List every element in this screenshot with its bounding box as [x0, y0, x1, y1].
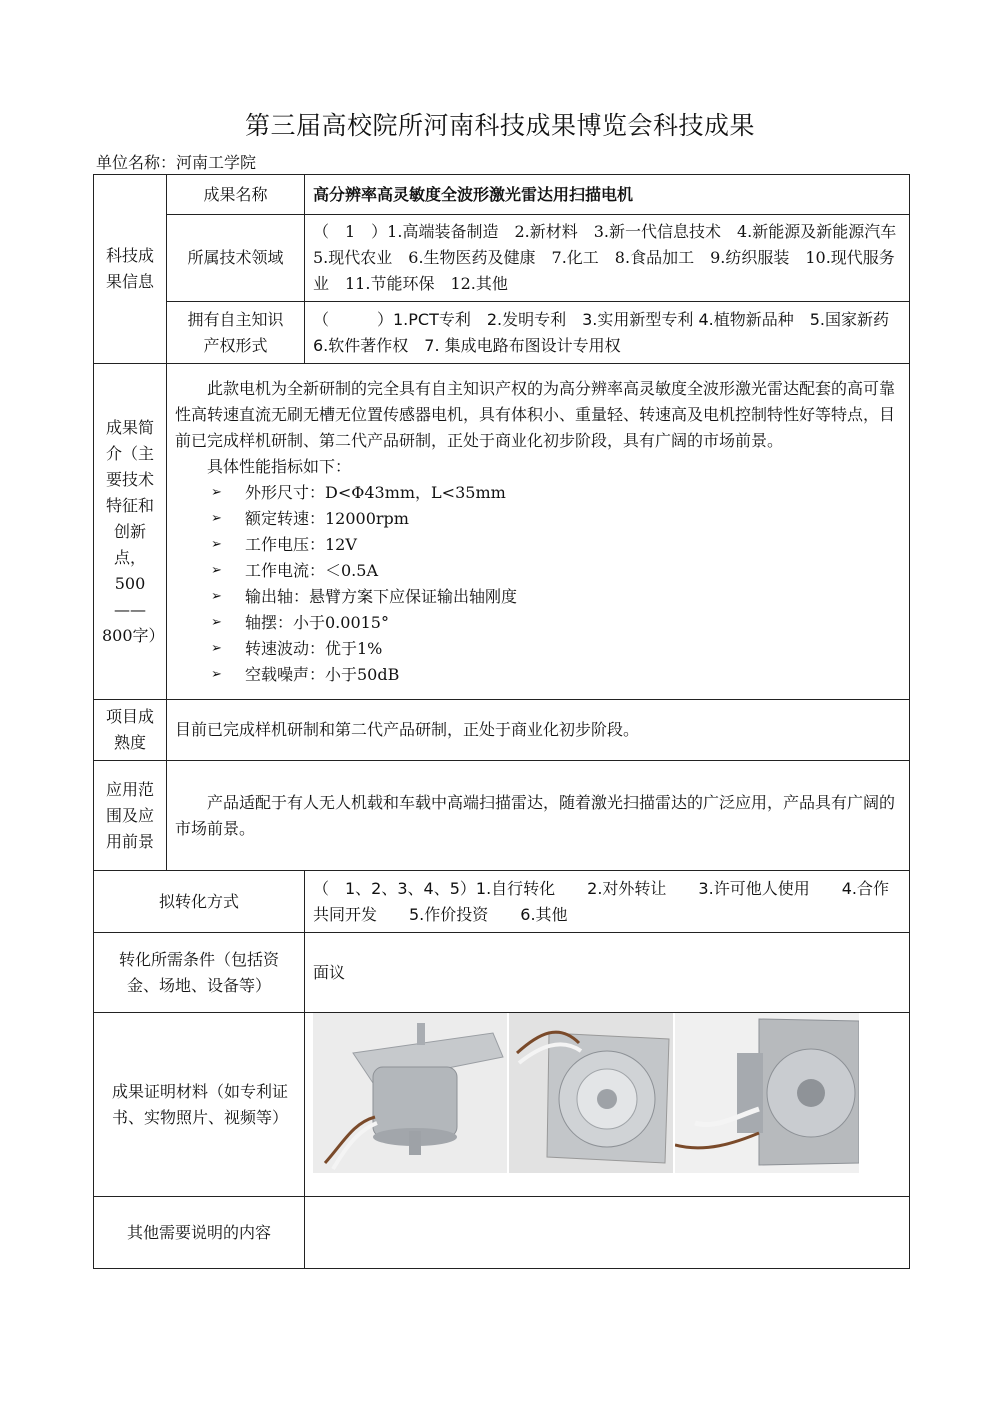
spec-item: ➢ 额定转速：12000rpm — [211, 506, 901, 532]
transfer-label: 拟转化方式 — [94, 871, 305, 933]
motor-photo-angle — [675, 1013, 859, 1173]
page-title: 第三届高校院所河南科技成果博览会科技成果 — [244, 111, 755, 140]
intro-paragraph: 此款电机为全新研制的完全具有自主知识产权的为高分辨率高灵敏度全波形激光雷达配套的高可靠性高转速直流无刷无槽无位置传感器电机，具有体积小、重量轻、转速高及电机控制特性好等特点，目前已完成样机研制、第二代产品研制，正处于商业化初步阶段，具有广阔的市场前景。 — [175, 378, 896, 450]
maturity-value: 目前已完成样机研制和第二代产品研制，正处于商业化初步阶段。 — [167, 700, 910, 761]
spec-item: ➢ 转速波动：优于1% — [211, 636, 901, 662]
arrow-bullet-icon: ➢ — [211, 510, 222, 526]
spec-item: ➢ 空载噪声：小于50dB — [211, 662, 901, 688]
achievement-table — [93, 174, 913, 1269]
spec-item: ➢ 工作电流：＜0.5A — [211, 558, 901, 584]
spec-list — [175, 480, 901, 688]
arrow-bullet-icon: ➢ — [211, 536, 222, 552]
ip-label: 拥有自主知识产权形式 — [167, 302, 305, 364]
other-label: 其他需要说明的内容 — [94, 1197, 305, 1269]
intro-label: 成果简介（主要技术特征和创新点，500——800字） — [94, 364, 167, 700]
evidence-photos — [305, 1013, 910, 1197]
motor-photo-front — [509, 1013, 673, 1173]
info-group-label: 科技成果信息 — [94, 175, 167, 364]
unit-name: 单位名称：河南工学院 — [96, 153, 257, 172]
field-label: 所属技术领域 — [167, 215, 305, 302]
arrow-bullet-icon: ➢ — [211, 666, 222, 682]
conditions-label: 转化所需条件（包括资金、场地、设备等） — [94, 933, 305, 1013]
motor-photo-side — [313, 1013, 507, 1173]
transfer-value: （ 1、2、3、4、5）1.自行转化 2.对外转让 3.许可他人使用 4.合作共同开发 5.作价投资 6.其他 — [305, 871, 910, 933]
arrow-bullet-icon: ➢ — [211, 588, 222, 604]
intro-content — [167, 364, 910, 700]
arrow-bullet-icon: ➢ — [211, 484, 222, 500]
field-value: （ 1 ）1.高端装备制造 2.新材料 3.新一代信息技术 4.新能源及新能源汽车 5.现代农业 6.生物医药及健康 7.化工 8.食品加工 9.纺织服装 10.现代服务业 11.节能环保 12.其他 — [305, 215, 910, 302]
application-value: 产品适配于有人无人机载和车载中高端扫描雷达，随着激光扫描雷达的广泛应用，产品具有广阔的市场前景。 — [167, 761, 910, 871]
name-value: 高分辨率高灵敏度全波形激光雷达用扫描电机 — [305, 175, 910, 215]
spec-item: ➢ 输出轴：悬臂方案下应保证输出轴刚度 — [211, 584, 901, 610]
conditions-value: 面议 — [305, 933, 910, 1013]
application-label: 应用范围及应用前景 — [94, 761, 167, 871]
spec-item: ➢ 外形尺寸：D<Φ43mm，L<35mm — [211, 480, 901, 506]
spec-item: ➢ 轴摆：小于0.0015° — [211, 610, 901, 636]
name-label: 成果名称 — [167, 175, 305, 215]
arrow-bullet-icon: ➢ — [211, 614, 222, 630]
spec-item: ➢ 工作电压：12V — [211, 532, 901, 558]
evidence-label: 成果证明材料（如专利证书、实物照片、视频等） — [94, 1013, 305, 1197]
other-value — [305, 1197, 910, 1269]
arrow-bullet-icon: ➢ — [211, 640, 222, 656]
ip-value: （ ）1.PCT专利 2.发明专利 3.实用新型专利 4.植物新品种 5.国家新药 6.软件著作权 7. 集成电路布图设计专用权 — [305, 302, 910, 364]
maturity-label: 项目成熟度 — [94, 700, 167, 761]
spec-title: 具体性能指标如下： — [207, 456, 352, 476]
arrow-bullet-icon: ➢ — [211, 562, 222, 578]
